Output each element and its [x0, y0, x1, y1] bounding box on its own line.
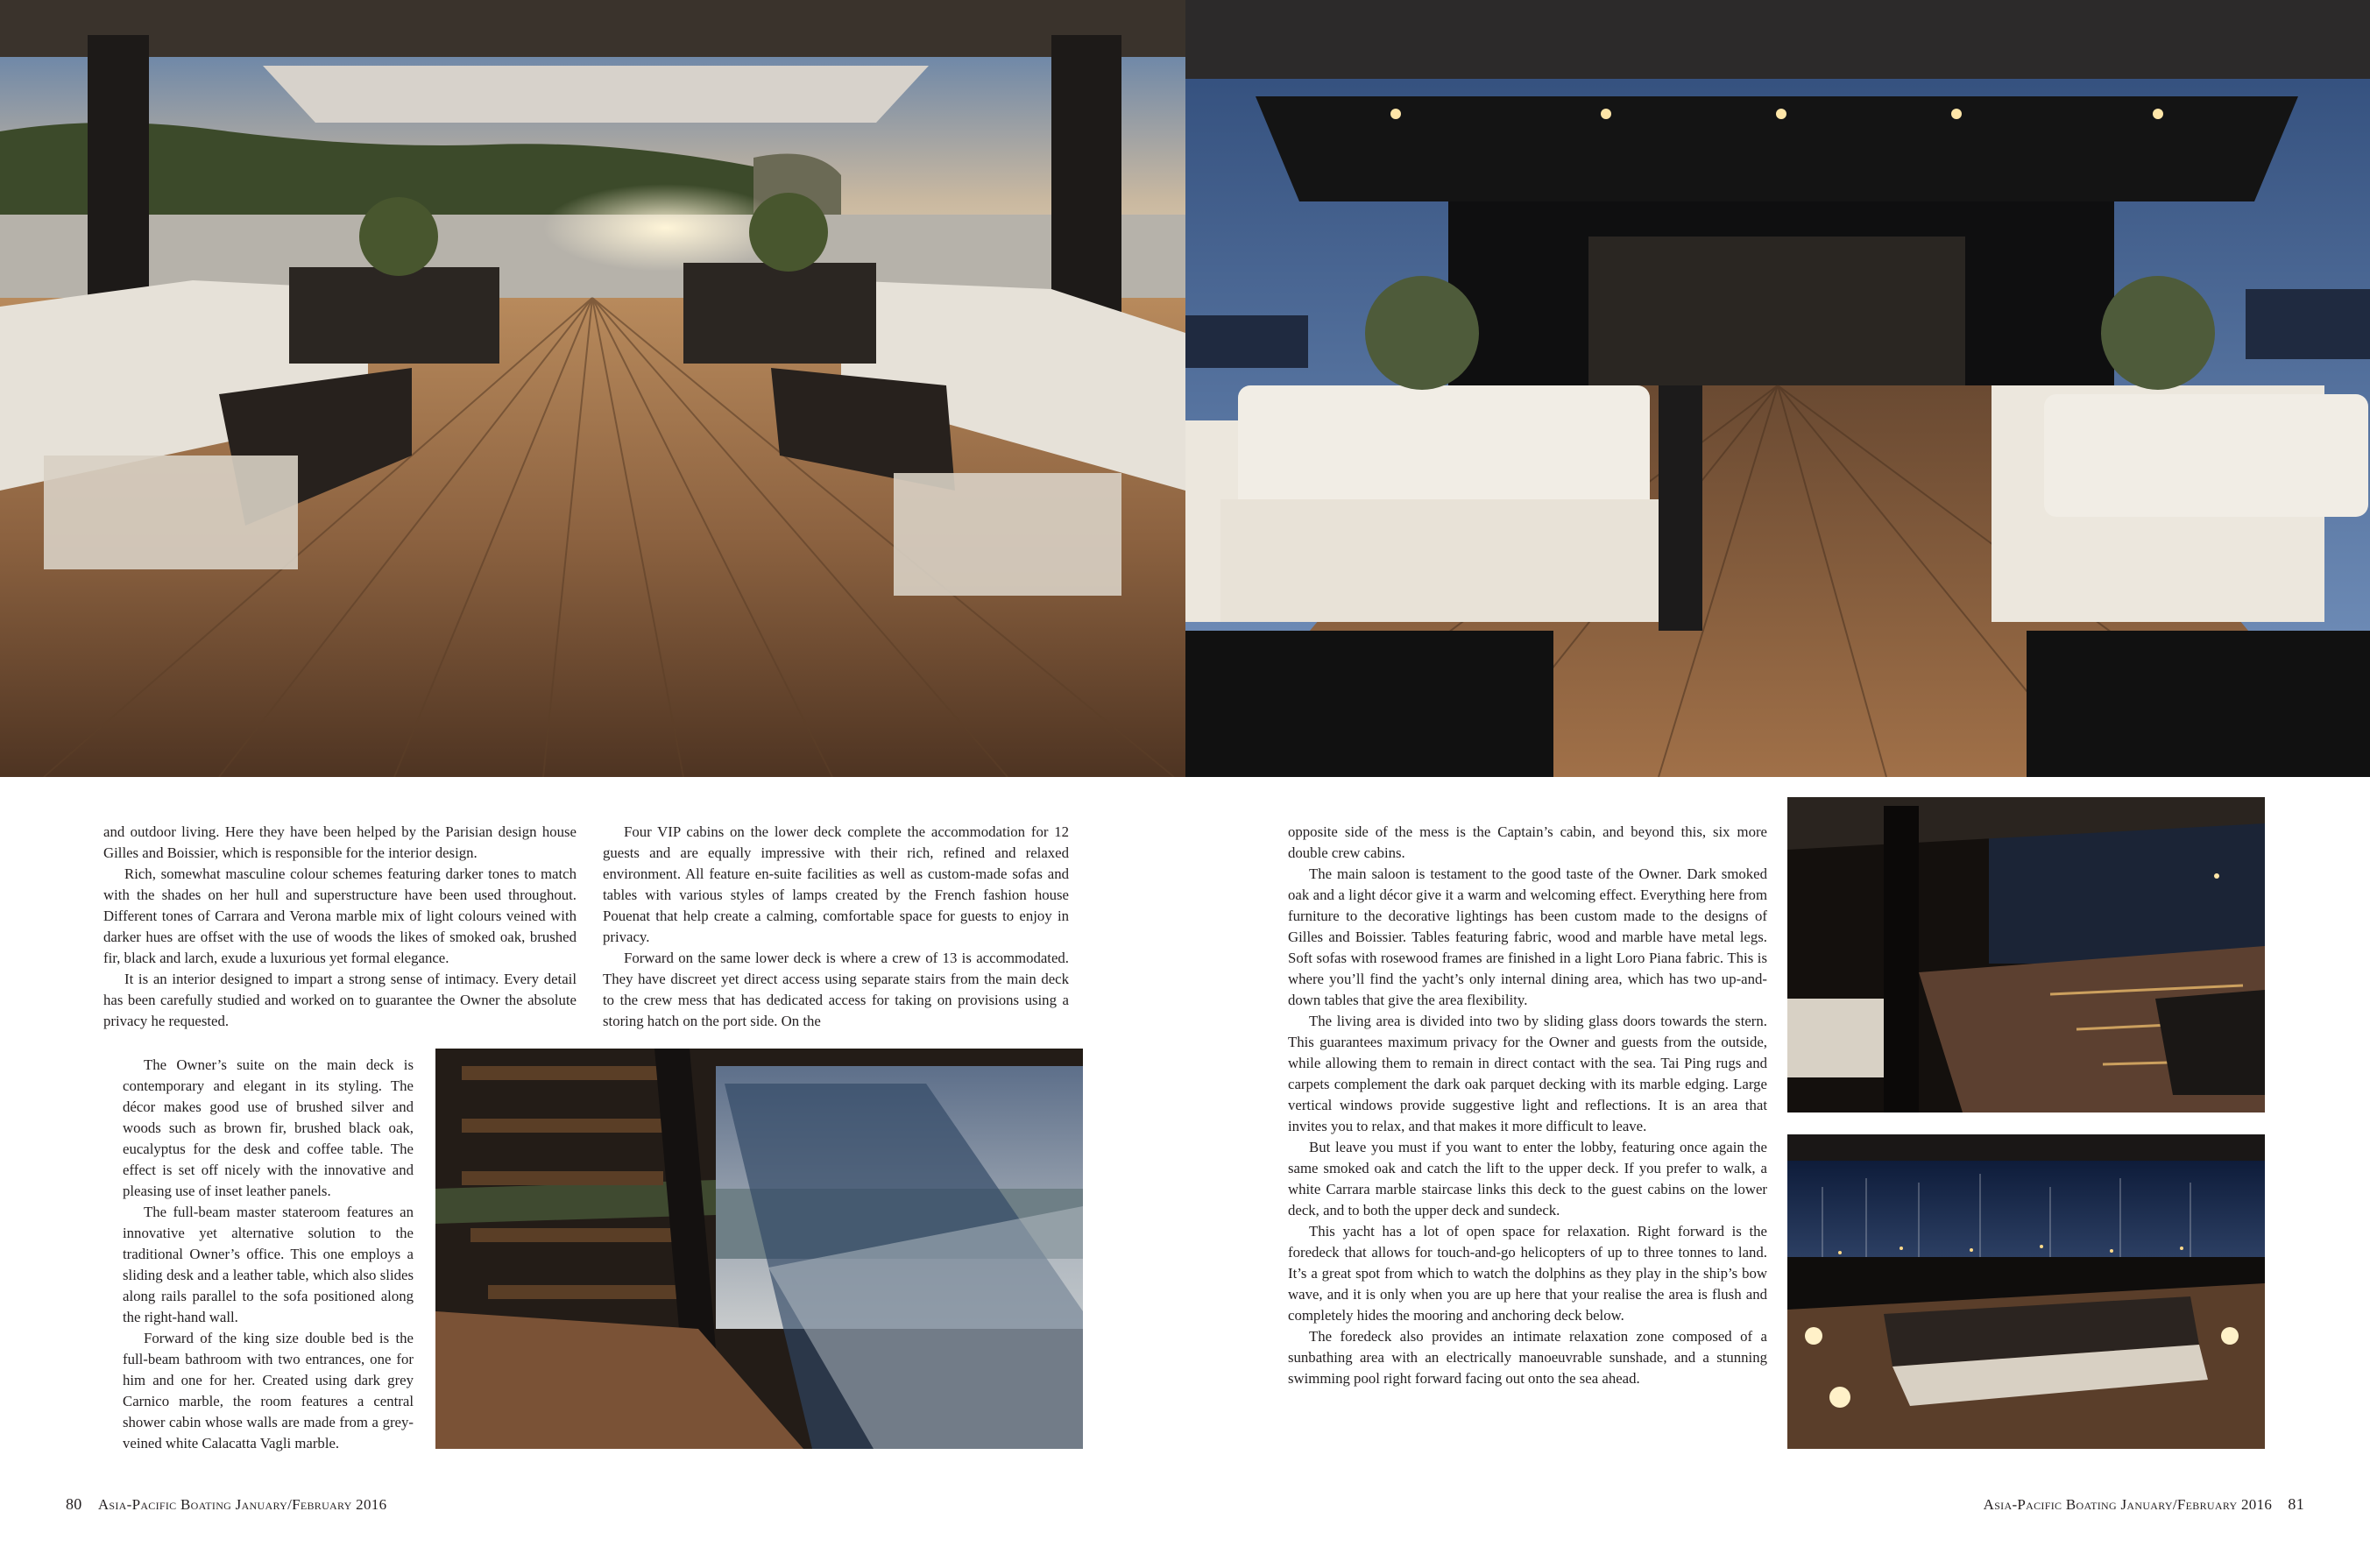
article-column-2 — [603, 822, 1069, 1032]
paragraph: and outdoor living. Here they have been helped by the Parisian design house Gilles and Boissier, which is responsible for the interior design. — [103, 823, 577, 861]
article-column-1 — [103, 822, 577, 1032]
page-number: 81 — [2288, 1495, 2304, 1513]
paragraph: The foredeck also provides an intimate relaxation zone composed of a sunbathing area with an electrically manoeuvrable sunshade, and a stunning swimming pool right forward facing out onto the sea ahead. — [1288, 1328, 1767, 1387]
aft-deck-lounge-photo — [0, 0, 1185, 777]
paragraph: Rich, somewhat masculine colour schemes featuring darker tones to match with the shades on her hull and superstructure have been used throughout. Different tones of Carrara and Verona marble mix of light colours veined with darker hues are offset with the use of woods the likes of smoked oak, brushed fir, black and larch, exude a luxurious yet formal elegance. — [103, 865, 577, 966]
paragraph: The Owner’s suite on the main deck is contemporary and elegant in its styling. The décor makes good use of brushed silver and woods such as brown fir, brushed black oak, eucalyptus for the desk and coffee table. The effect is set off nicely with the innovative and pleasing use of inset leather panels. — [123, 1056, 414, 1199]
paragraph: opposite side of the mess is the Captain’s cabin, and beyond this, six more double crew cabins. — [1288, 823, 1767, 861]
page-number: 80 — [66, 1495, 82, 1513]
right-page-footer — [1984, 1495, 2304, 1514]
paragraph: The living area is divided into two by sliding glass doors towards the stern. This guarantees maximum privacy for the Owner and guests from the outside, while allowing them to remain in direct contact with the sea. Tai Ping rugs and carpets complement the dark oak parquet decking with its marble edging. Large vertical windows provide suggestive light and reflections. It is an area that invites you to relax, and that makes it more difficult to leave. — [1288, 1013, 1767, 1134]
paragraph: Four VIP cabins on the lower deck complete the accommodation for 12 guests and are equally impressive with their rich, refined and relaxed environment. All feature en-suite facilities as well as custom-made sofas and tables with various styles of lamps created by the French fashion house Pouenat that help create a calming, comfortable space for guests to enjoy in privacy. — [603, 823, 1069, 945]
paragraph: But leave you must if you want to enter the lobby, featuring once again the same smoked oak and catch the lift to the upper deck. If you prefer to walk, a white Carrara marble staircase links this deck to the guest cabins on the lower deck, and to both the upper deck and sundeck. — [1288, 1139, 1767, 1218]
paragraph: The full-beam master stateroom features an innovative yet alternative solution to the traditional Owner’s office. This one employs a sliding desk and a leather table, which also slides along rails parallel to the sofa positioned along the right-hand wall. — [123, 1204, 414, 1325]
paragraph: Forward on the same lower deck is where a crew of 13 is accommodated. They have discreet yet direct access using separate stairs from the main deck to the crew mess that has dedicated access for taking on provisions using a storing hatch on the port side. On the — [603, 950, 1069, 1029]
paragraph: It is an interior designed to impart a strong sense of intimacy. Every detail has been carefully studied and worked on to guarantee the Owner the absolute privacy he requested. — [103, 971, 577, 1029]
publication-name: Asia-Pacific Boating January/February 2016 — [1983, 1496, 2273, 1513]
publication-name: Asia-Pacific Boating January/February 2016 — [97, 1496, 387, 1513]
staircase-view-photo — [435, 1049, 1083, 1449]
paragraph: The main saloon is testament to the good taste of the Owner. Dark smoked oak and a light décor give it a warm and welcoming effect. Everything here from furniture to the decorative lightings has been custom made to the designs of Gilles and Boissier. Tables featuring fabric, wood and marble have metal legs. Soft sofas with rosewood frames are finished in a light Loro Piana fabric. This is where you’ll find the yacht’s only internal dining area, which has two up-and-down tables that give the area flexibility. — [1288, 865, 1767, 1008]
main-deck-evening-photo — [1185, 0, 2370, 777]
marina-dining-photo — [1787, 1134, 2265, 1449]
article-column-1-narrow — [123, 1055, 414, 1454]
paragraph: Forward of the king size double bed is the full-beam bathroom with two entrances, one for him and one for her. Created using dark grey Carnico marble, the room features a central shower cabin whose walls are made from a grey-veined white Calacatta Vagli marble. — [123, 1330, 414, 1451]
left-page-footer — [66, 1495, 386, 1514]
upper-deck-night-photo — [1787, 797, 2265, 1112]
paragraph: This yacht has a lot of open space for relaxation. Right forward is the foredeck that allows for touch-and-go helicopters of up to three tonnes to land. It’s a great spot from which to watch the dolphins as they play in the ship’s bow wave, and it is only when you are up here that your realise the area is flush and completely hides the mooring and anchoring deck below. — [1288, 1223, 1767, 1324]
article-column-3 — [1288, 822, 1767, 1389]
